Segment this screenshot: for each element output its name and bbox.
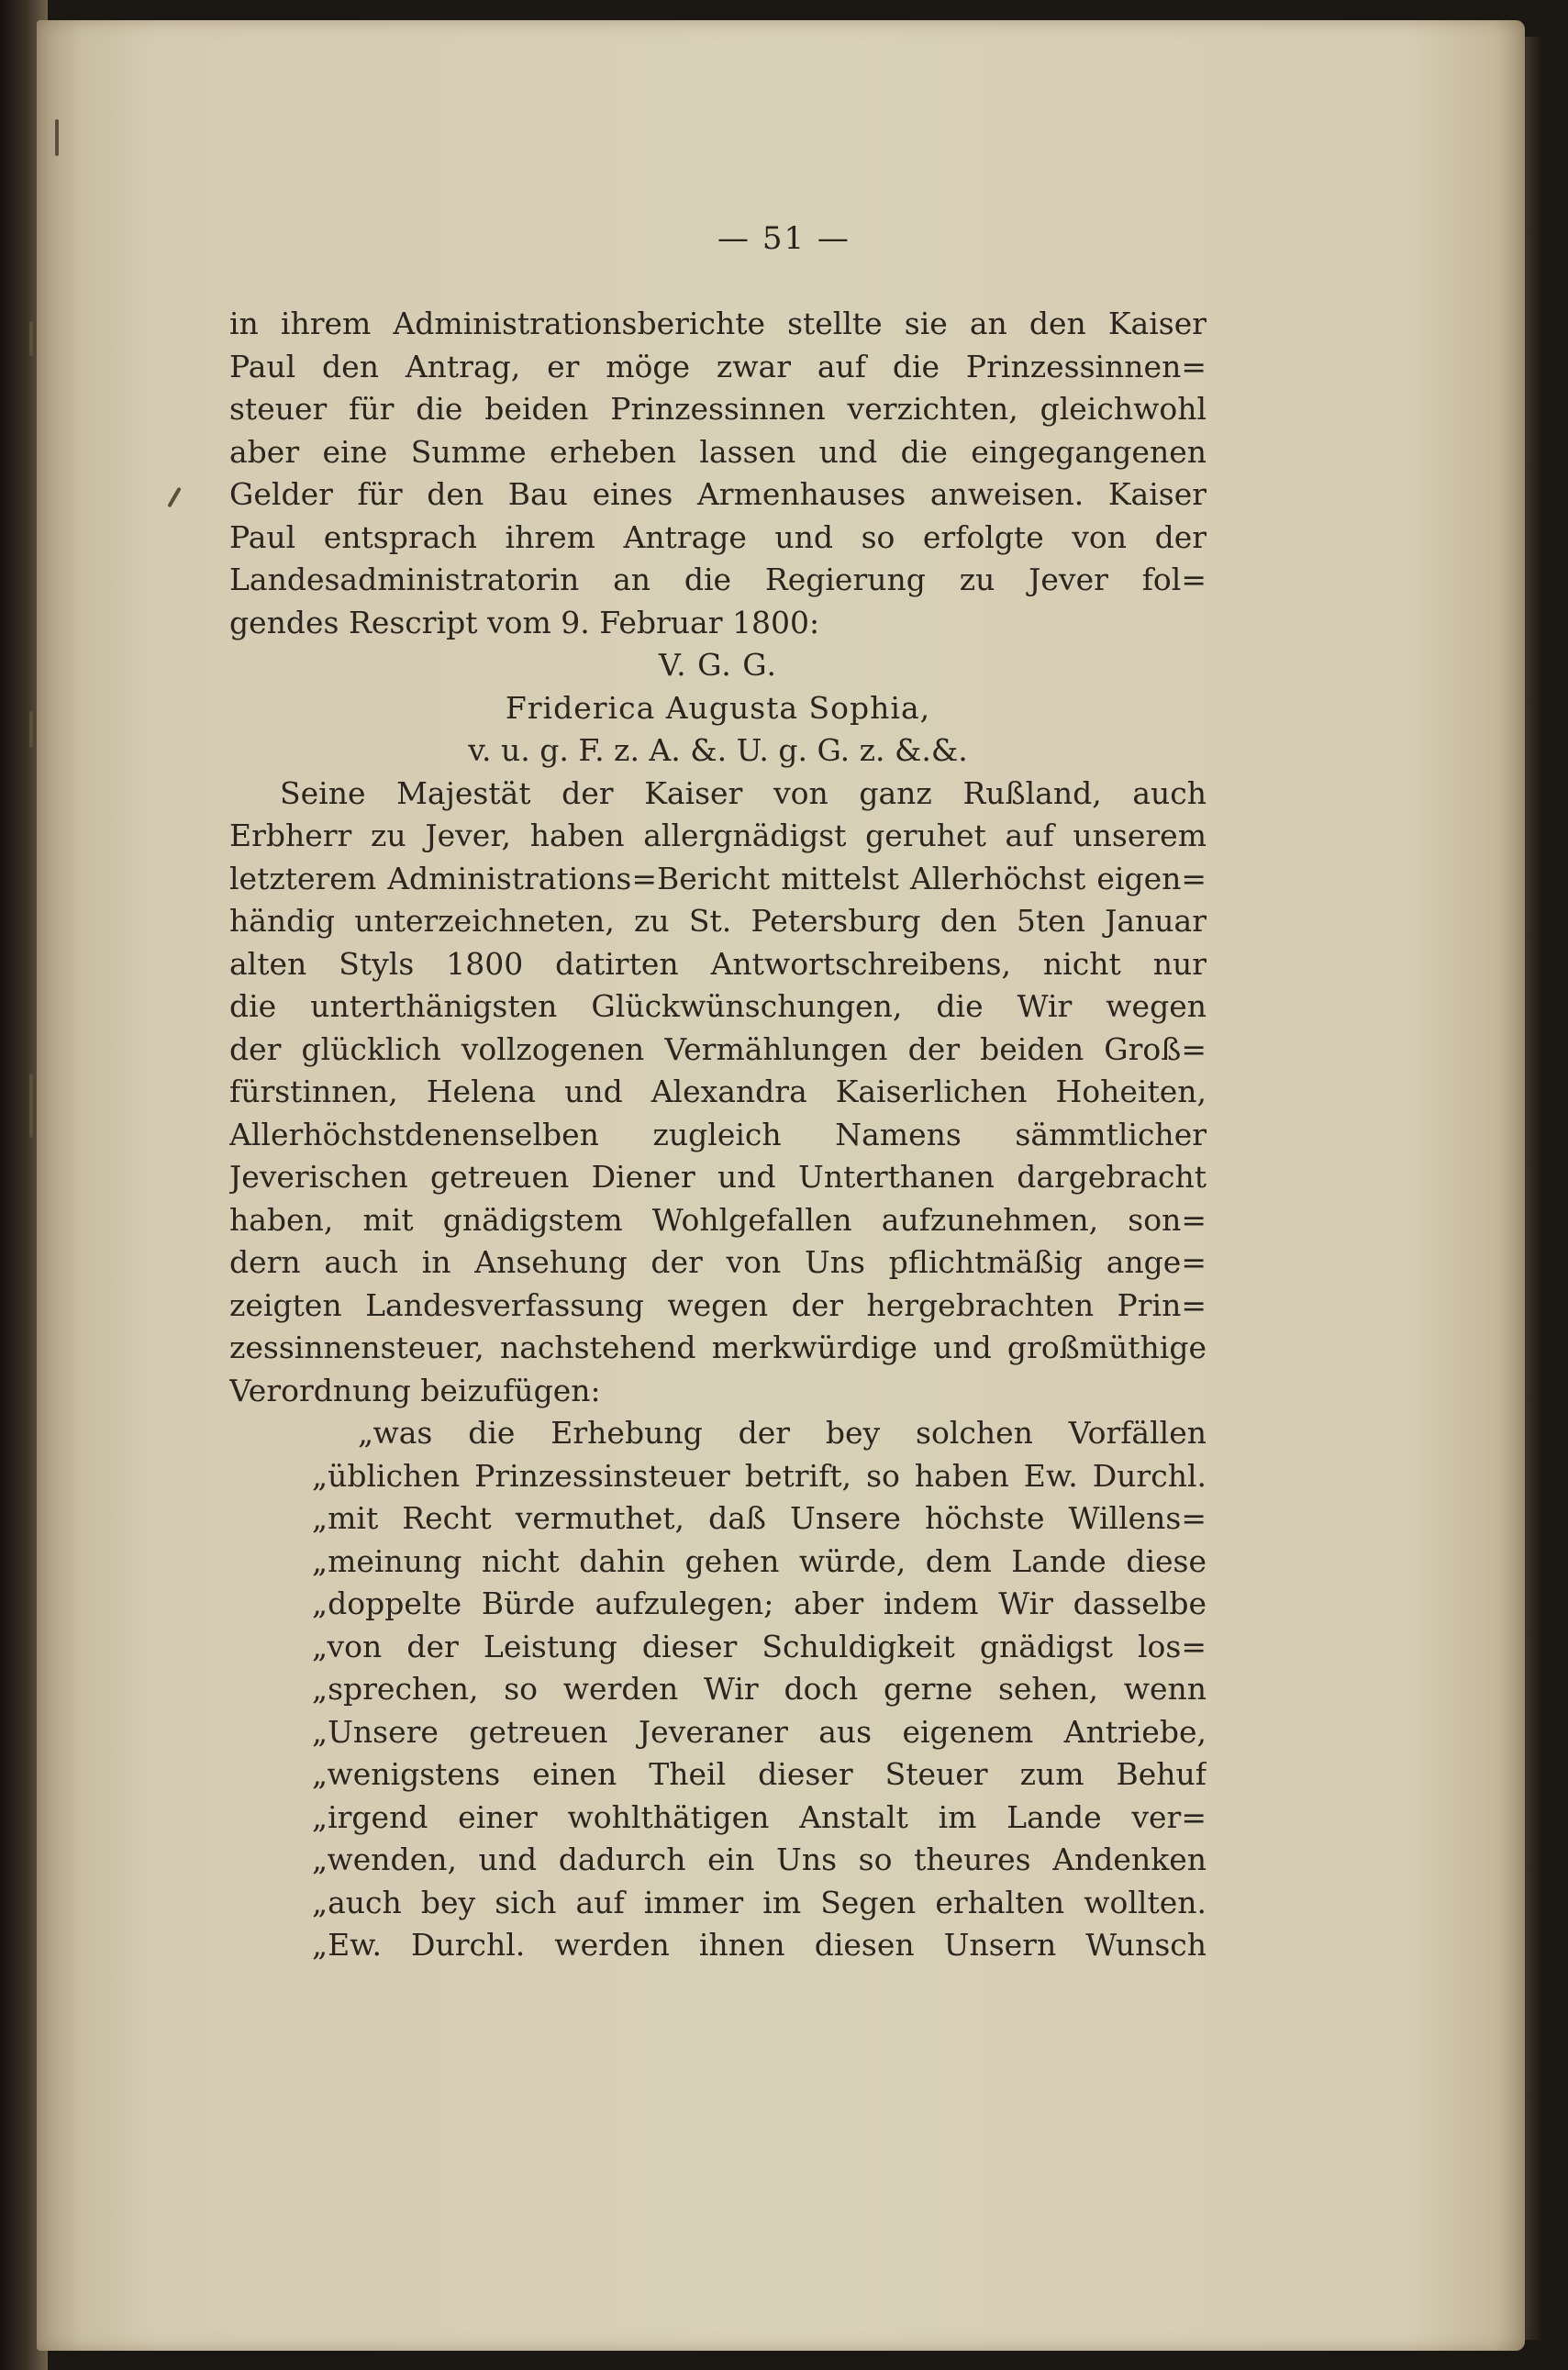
text-line: aber eine Summe erheben lassen und die eingegangenen	[229, 433, 1207, 470]
text-line: zessinnensteuer, nachstehend merkwürdige und großmüthige	[229, 1330, 1207, 1365]
text-line: gendes Rescript vom 9. Februar 1800:	[229, 604, 820, 640]
text-line: der glücklich vollzogenen Vermählungen der beiden Groß=	[229, 1030, 1207, 1067]
heading-line: v. u. g. F. z. A. &. U. g. G. z. &.&.	[468, 732, 968, 768]
text-line: zeigten Landesverfassung wegen der hergebrachten Prin=	[229, 1286, 1207, 1323]
quote-line: „was die Erhebung der bey solchen Vorfällen	[358, 1415, 1207, 1451]
text-line: steuer für die beiden Prinzessinnen verzichten, gleichwohl	[229, 391, 1207, 427]
quote-line: „von der Leistung dieser Schuldigkeit gnädigst los=	[312, 1628, 1207, 1664]
heading-line: Friderica Augusta Sophia,	[505, 689, 931, 726]
margin-mark	[55, 119, 59, 156]
quote-line: „üblichen Prinzessinsteuer betrift, so haben Ew. Durchl.	[312, 1457, 1207, 1494]
quote-line: „Ew. Durchl. werden ihnen diesen Unsern Wunsch	[312, 1927, 1207, 1963]
quote-line: „meinung nicht dahin gehen würde, dem Lande diese	[312, 1542, 1207, 1579]
quote-line: „sprechen, so werden Wir doch gerne sehen, wenn	[312, 1671, 1207, 1707]
margin-mark	[29, 711, 33, 748]
text-line: die unterthänigsten Glückwünschungen, die Wir wegen	[229, 988, 1207, 1024]
text-line: in ihrem Administrationsberichte stellte sie an den Kaiser	[229, 306, 1207, 341]
text-line: Gelder für den Bau eines Armenhauses anweisen. Kaiser	[229, 476, 1207, 512]
text-line: Allerhöchstdenenselben zugleich Namens sämmtlicher	[229, 1116, 1207, 1152]
text-line: fürstinnen, Helena und Alexandra Kaiserlichen Hoheiten,	[229, 1074, 1207, 1109]
quote-line: „doppelte Bürde aufzulegen; aber indem Wir dasselbe	[312, 1586, 1207, 1621]
text-line: Paul den Antrag, er möge zwar auf die Prinzessinnen=	[229, 348, 1207, 384]
text-line: alten Styls 1800 datirten Antwortschreibens, nicht nur	[229, 945, 1207, 982]
text-line: Jeverischen getreuen Diener und Unterthanen dargebracht	[229, 1159, 1207, 1195]
text-line: Landesadministratorin an die Regierung zu Jever fol=	[229, 562, 1207, 597]
text-line: Seine Majestät der Kaiser von ganz Rußland, auch	[280, 774, 1207, 811]
text-line: Paul entsprach ihrem Antrage und so erfolgte von der	[229, 518, 1207, 555]
quote-line: „auch bey sich auf immer im Segen erhalten wollten.	[312, 1884, 1207, 1920]
quote-line: „mit Recht vermuthet, daß Unsere höchste Willens=	[312, 1500, 1207, 1536]
page-edge-shadow	[1525, 37, 1543, 2340]
text-line: letzterem Administrations=Bericht mittelst Allerhöchst eigen=	[229, 860, 1207, 896]
text-line: Erbherr zu Jever, haben allergnädigst geruhet auf unserem	[229, 818, 1207, 853]
page-number: — 51 —	[717, 220, 851, 257]
text-line: Verordnung beizufügen:	[229, 1372, 601, 1408]
quote-line: „Unsere getreuen Jeveraner aus eigenem Antriebe,	[312, 1713, 1207, 1750]
heading-line: V. G. G.	[659, 647, 777, 683]
quote-line: „wenigstens einen Theil dieser Steuer zum Behuf	[312, 1756, 1207, 1792]
body-text	[229, 303, 1207, 1967]
margin-mark	[29, 321, 33, 356]
text-line: dern auch in Ansehung der von Uns pflichtmäßig ange=	[229, 1244, 1207, 1280]
quote-line: „wenden, und dadurch ein Uns so theures Andenken	[312, 1841, 1207, 1877]
text-line: haben, mit gnädigstem Wohlgefallen aufzunehmen, son=	[229, 1201, 1207, 1238]
text-line: händig unterzeichneten, zu St. Petersburg den 5ten Januar	[229, 903, 1207, 939]
margin-mark	[29, 1074, 33, 1138]
quote-line: „irgend einer wohlthätigen Anstalt im Lande ver=	[312, 1798, 1207, 1835]
